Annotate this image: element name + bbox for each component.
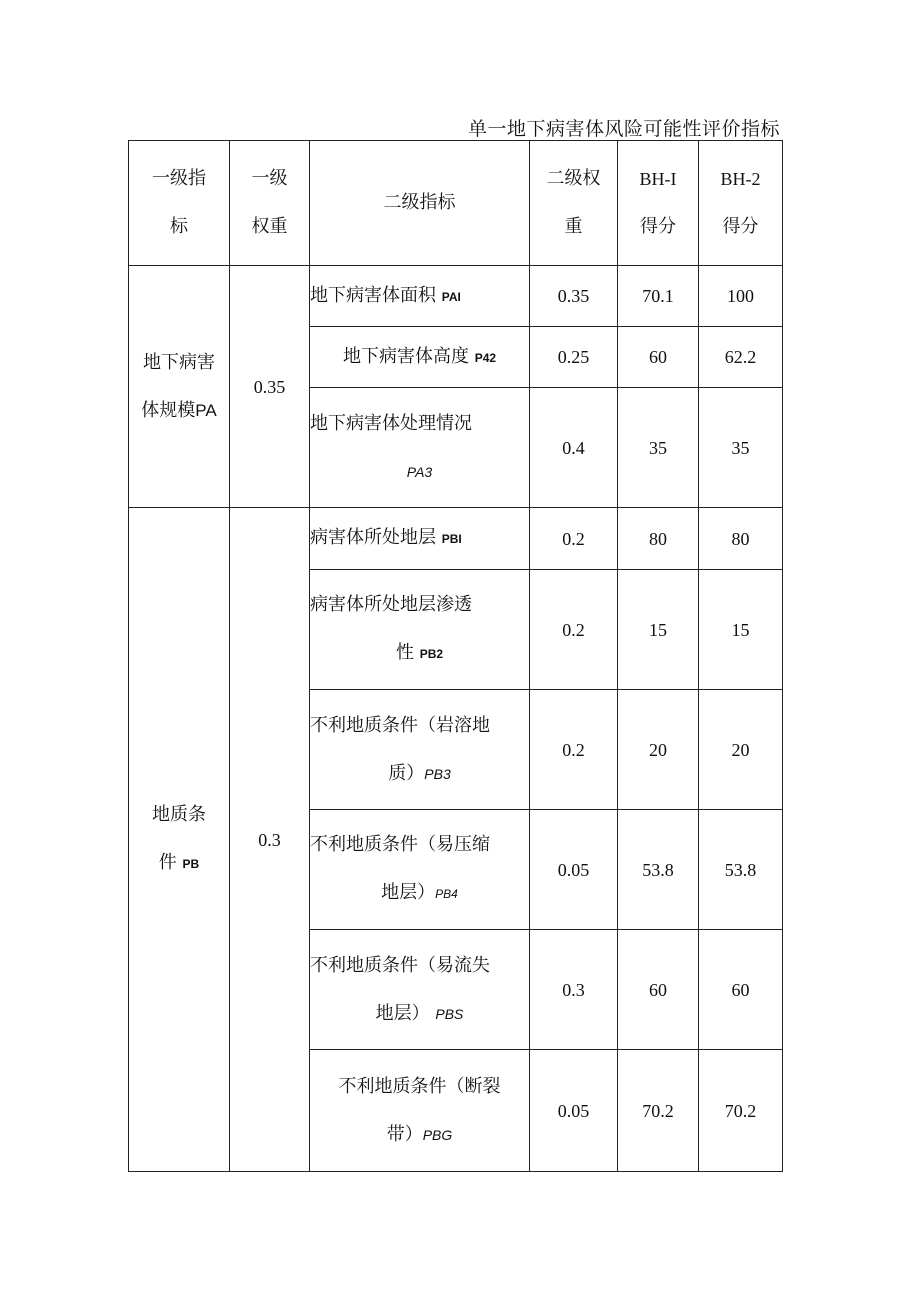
bh1-score-cell: 60 [618,327,699,388]
level2-symbol: PBI [441,532,462,546]
level2-name: 不利地质条件（岩溶地 [310,714,490,736]
level2-symbol: PBS [435,1005,464,1022]
level2-indicator-cell [310,930,530,1050]
level1-name: 地下病害 [143,351,215,373]
level1-name: 体规模 [141,399,196,421]
table-row [129,508,783,570]
level2-weight-cell: 0.3 [530,930,618,1050]
level2-weight-cell: 0.4 [530,388,618,508]
level1-weight-cell: 0.35 [230,266,310,508]
header-level1-indicator [129,141,230,266]
table-caption: 单一地下病害体风险可能性评价指标 [467,118,780,140]
level2-symbol: PB2 [419,647,444,661]
level2-indicator-cell [310,1050,530,1172]
level2-symbol: PB3 [424,765,451,782]
header-text: BH-I [639,169,677,189]
level2-symbol: PAI [441,289,461,304]
level2-name: 不利地质条件（易流失 [310,954,490,976]
level2-name: 地下病害体处理情况 [310,412,472,434]
bh1-score-cell: 70.1 [618,266,699,327]
level2-name: 地下病害体高度 [342,345,469,367]
bh1-score-cell: 60 [618,930,699,1050]
level2-weight-cell: 0.2 [530,570,618,690]
header-row [129,141,783,266]
bh2-score-cell: 70.2 [699,1050,783,1172]
level1-weight-cell: 0.3 [230,508,310,1172]
bh1-score-cell: 20 [618,690,699,810]
bh2-score-cell: 20 [699,690,783,810]
level2-symbol: PB4 [435,887,458,901]
risk-indicator-table [128,140,783,1172]
level2-name: 带） [386,1123,423,1145]
level2-weight-cell: 0.25 [530,327,618,388]
level2-weight-cell: 0.05 [530,1050,618,1172]
level2-indicator-cell [310,508,530,570]
level2-symbol: PBG [422,1126,453,1143]
level2-indicator-cell [310,327,530,388]
header-bh2-score [699,141,783,266]
level2-name: 病害体所处地层 [310,527,436,548]
level2-name: 不利地质条件（易压缩 [310,834,490,855]
bh2-score-cell: 80 [699,508,783,570]
level2-name: 地下病害体面积 [310,284,436,306]
level2-indicator-cell [310,690,530,810]
bh2-score-cell: 53.8 [699,810,783,930]
level2-name: 不利地质条件（断裂 [338,1075,501,1097]
level2-weight-cell: 0.2 [530,690,618,810]
header-text: 得分 [640,216,676,237]
bh2-score-cell: 35 [699,388,783,508]
header-text: 得分 [722,216,759,237]
level1-name: 地质条 [152,804,206,825]
bh1-score-cell: 80 [618,508,699,570]
header-text: 权重 [251,216,288,237]
level2-indicator-cell [310,388,530,508]
header-bh1-score [618,141,699,266]
header-level2-weight [530,141,618,266]
bh2-score-cell: 15 [699,570,783,690]
header-text: 二级权 [546,168,601,189]
level2-weight-cell: 0.2 [530,508,618,570]
table-row [129,266,783,327]
level2-symbol: PA3 [406,463,433,480]
header-text: BH-2 [720,169,761,189]
bh1-score-cell: 70.2 [618,1050,699,1172]
bh1-score-cell: 35 [618,388,699,508]
level2-symbol: P42 [474,350,497,365]
level2-name: 性 [395,642,414,663]
header-text: 标 [170,216,188,237]
level2-name: 地层） [381,882,436,903]
bh1-score-cell: 15 [618,570,699,690]
level2-name: 质） [388,762,425,784]
bh2-score-cell: 100 [699,266,783,327]
level1-name: 件 [158,852,177,873]
level2-weight-cell: 0.05 [530,810,618,930]
level1-symbol: PA [195,400,217,420]
header-level1-weight [230,141,310,266]
header-level2-indicator [310,141,530,266]
level1-indicator-cell [129,508,230,1172]
level2-indicator-cell [310,266,530,327]
bh1-score-cell: 53.8 [618,810,699,930]
level2-indicator-cell [310,570,530,690]
header-text: 二级指标 [383,192,456,213]
level1-symbol: PB [182,857,200,871]
level1-indicator-cell [129,266,230,508]
bh2-score-cell: 62.2 [699,327,783,388]
header-text: 一级指 [152,168,206,189]
level2-indicator-cell [310,810,530,930]
level2-name: 病害体所处地层渗透 [310,594,472,615]
level2-weight-cell: 0.35 [530,266,618,327]
bh2-score-cell: 60 [699,930,783,1050]
header-text: 重 [564,216,583,237]
header-text: 一级 [251,168,288,189]
level2-name: 地层） [375,1002,430,1024]
